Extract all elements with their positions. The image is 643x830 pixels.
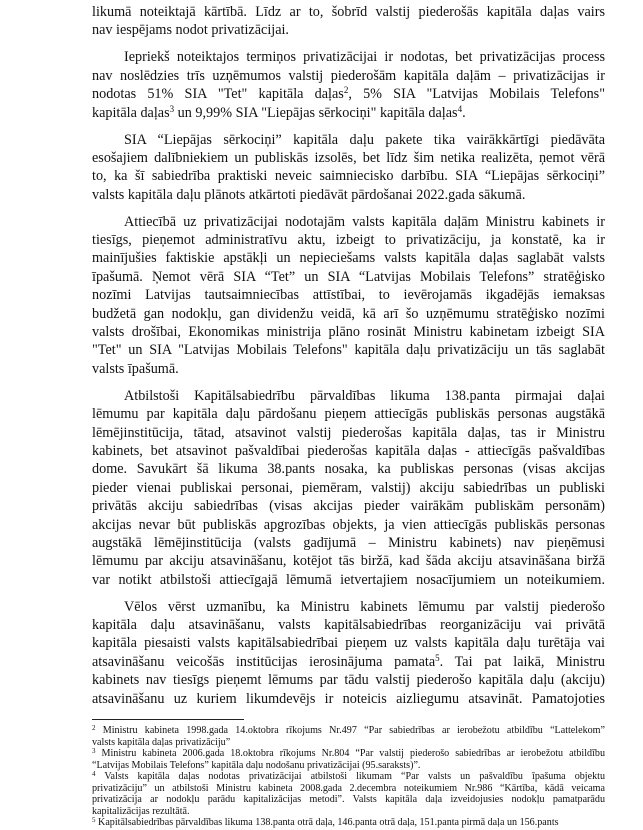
footnote-reference: 3 [169, 103, 175, 114]
text-run: , 5% SIA "Latvijas Mobilais Telefons" [348, 86, 605, 103]
footnote-line [92, 725, 605, 737]
text-line [92, 213, 605, 231]
text-run: . [462, 104, 466, 121]
text-run: kapitāla daļas [92, 104, 170, 121]
text-line [92, 67, 605, 85]
footnote-reference: 5 [92, 816, 96, 824]
text-line [92, 690, 605, 708]
footnote-line [92, 783, 605, 795]
text-run: dome. Savukārt šā likuma 38.pants nosaka, ka publiskas personas (visas akcijas [92, 461, 605, 478]
text-line [92, 323, 605, 341]
paragraph [92, 387, 605, 589]
paragraph [92, 48, 605, 122]
text-run: nodotas 51% SIA "Tet" kapitāla daļas [92, 86, 344, 103]
text-line [92, 268, 605, 286]
text-line [92, 616, 605, 634]
footnote-line [92, 737, 605, 749]
footnote-line [92, 817, 605, 829]
footnote [92, 725, 605, 748]
text-run: Vēlos vērst uzmanību, ka Ministru kabinets lēmumu par valstij piederošo [124, 598, 605, 615]
text-line [92, 149, 605, 167]
paragraph [92, 3, 605, 40]
text-line [92, 360, 605, 378]
text-run: SIA “Liepājas sērkociņi” kapitāla daļu pakete tika vairākkārtīgi piedāvāta [124, 131, 605, 148]
footnote [92, 748, 605, 771]
text-run: var notikt atbilstoši attiecīgajā lēmumā ietvertajiem nosacījumiem un noteikumiem. [92, 571, 605, 588]
text-run: akcijas nevar būt publiskās apgrozības objekts, ja vien attiecīgās publiskās personas [92, 516, 605, 533]
footnote-reference: 4 [457, 103, 463, 114]
paragraph [92, 213, 605, 379]
text-line [92, 534, 605, 552]
text-run: to, ka šī sabiedrība praktiski neveic saimniecisko darbību. SIA “Liepājas sērkociņi” [92, 168, 605, 185]
text-line [92, 653, 605, 671]
text-run: valsts kapitāla daļu plānots atkārtoti piedāvāt pārdošanai 2022.gada sākumā. [92, 186, 526, 203]
text-line [92, 341, 605, 359]
text-run: kabinets nav tiesīgs pieņemt lēmums par tādu valstij piederošo kapitāla daļu (akciju) [92, 672, 605, 689]
text-run: augstākā lēmējinstitūcija (valsts gadījumā – Ministru kabinets) nav pieņēmusi [92, 534, 605, 551]
text-line [92, 424, 605, 442]
text-line [92, 131, 605, 149]
footnote-line [92, 771, 605, 783]
text-run: atsavināšanu uz kuriem likumdevējs ir noteicis aizliegumu atsavināt. Pamatojoties [92, 690, 605, 707]
text-run: likumā noteiktajā kārtībā. Līdz ar to, šobrīd valstij piederošās kapitāla daļas vairs [92, 4, 605, 20]
text-run: pieder vienai publiskai personai, piemēram, valstij) akciju sabiedrības un publiski [92, 479, 605, 496]
text-line [92, 460, 605, 478]
text-line [92, 21, 605, 39]
text-line [92, 3, 605, 21]
paragraph [92, 598, 605, 708]
text-run: budžetā gan nodokļu, gan dividenžu veidā, kā arī šo uzņēmumu stratēģisko nozīmi [92, 305, 605, 322]
text-run: mainījušies faktiskie apstākļi un nepieciešams valsts kapitāla daļas saglabāt valsts [92, 250, 605, 267]
text-line [92, 167, 605, 185]
footnote [92, 817, 605, 829]
text-line [92, 479, 605, 497]
text-run: Atbilstoši Kapitālsabiedrību pārvaldības likuma 138.panta pirmajai daļai [124, 387, 605, 404]
text-line [92, 598, 605, 616]
footnote-reference: 3 [92, 747, 96, 755]
footnote-line [92, 760, 605, 772]
text-line [92, 497, 605, 515]
text-run: kapitāla daļu atsavināšanu, valsts kapitālsabiedrības reorganizāciju vai privātā [92, 617, 605, 634]
text-run: . Tai pat laikā, Ministru [439, 653, 605, 670]
footnote-divider [92, 719, 244, 720]
text-line [92, 85, 605, 103]
text-run: Iepriekš noteiktajos termiņos privatizācijai ir nodotas, bet privatizācijas process [124, 49, 605, 66]
footnote-reference: 2 [343, 85, 349, 96]
text-run: "Tet" un SIA "Latvijas Mobilais Telefons" kapitāla daļu privatizāciju un tās saglabāt [92, 342, 605, 359]
text-run: valsts kapitāla daļas privatizāciju” [92, 736, 231, 748]
footnote-reference: 5 [435, 652, 440, 663]
text-run: Valsts kapitāla daļas nodotas privatizācijai atbilstoši likumam “Par valsts un pašvaldību īpašuma objektu [95, 771, 605, 782]
footnote-reference: 2 [92, 724, 96, 732]
footnote-line [92, 794, 605, 806]
text-line [92, 104, 605, 122]
document-body [92, 3, 605, 708]
footnote-line [92, 806, 605, 818]
text-run: nozīmi Latvijas tautsaimniecības attīstībai, to ievērojamās ikgadējās iemaksas [92, 287, 605, 304]
text-line [92, 442, 605, 460]
text-line [92, 634, 605, 652]
paragraph [92, 131, 605, 205]
text-line [92, 552, 605, 570]
text-run: lēmējinstitūcija, tātad, atsavinot valstij piederošas kapitāla daļas, tas ir Ministru [92, 424, 605, 441]
text-line [92, 186, 605, 204]
text-run: lēmumu par kapitāla daļu pārdošanu pieņem attiecīgās publiskās personas augstākā [92, 406, 605, 423]
text-run: īpašumā. Ņemot vērā SIA “Tet” un SIA “Latvijas Mobilais Telefons” stratēģisko [92, 268, 605, 285]
text-line [92, 286, 605, 304]
text-line [92, 516, 605, 534]
text-run: privatizācija ar nodokļu parādu kapitalizācijas metodi”. Valsts kapitāla daļa izveidojusies nodokļu pamatparādu [92, 794, 605, 805]
text-run: tiesīgs, pieņemot administratīvu aktu, izbeigt to privatizāciju, ja konstatē, ka ir [92, 232, 605, 249]
text-line [92, 305, 605, 323]
text-run: valsts īpašumā. [92, 360, 179, 377]
text-run: “Latvijas Mobilais Telefons” kapitāla daļu nodošanu privatizācijai (95.saraksts)”. [92, 759, 421, 771]
text-run: kapitāla piesaisti valsts kapitālsabiedrībai pieņem uz valsts kapitāla daļu turētāja vai [92, 635, 605, 652]
text-run: nav noslēdzies trīs uzņēmumos valstij piederošām kapitāla daļām – privatizācijas ir [92, 67, 605, 84]
footnote-line [92, 748, 605, 760]
text-run: atsavināšanu veicošās institūcijas ierosinājuma pamata [92, 653, 436, 670]
text-run: kapitalizācijas rezultātā. [92, 805, 190, 817]
text-run: esošajiem dalībniekiem un publiskās izsolēs, bet līdz šim netika realizēta, ņemot vērā [92, 149, 605, 166]
text-line [92, 571, 605, 589]
text-run: nav iespējams nodot privatizācijai. [92, 22, 289, 39]
footnote [92, 771, 605, 817]
text-run: Kapitālsabiedrības pārvaldības likuma 138.panta otrā daļa, 146.panta otrā daļa, 151.panta pirmā daļa un 156.pants [95, 817, 559, 828]
text-line [92, 48, 605, 66]
footnote-reference: 4 [92, 770, 96, 778]
text-run: privātās akciju sabiedrības (visas akcijas pieder vairākām publiskām personām) [92, 498, 605, 515]
text-run: privatizāciju” un atbilstoši Ministru kabineta 2008.gada 2.decembra noteikumiem Nr.986 “Kārtība, kādā veicama [92, 782, 605, 794]
text-run: lēmumu par akciju atsavināšanu, kotējot tās biržā, kad šāda akciju atsavināšana biržā [92, 553, 605, 570]
text-run: Attiecībā uz privatizācijai nodotajām valsts kapitāla daļām Ministru kabinets ir [124, 213, 605, 230]
text-run: valsts drošībai, Ekonomikas ministrija plāno rosināt Ministru kabinetam izbeigt SIA [92, 324, 605, 341]
text-line [92, 671, 605, 689]
footnotes [92, 725, 605, 829]
text-line [92, 231, 605, 249]
text-line [92, 249, 605, 267]
text-run: un 9,99% SIA "Liepājas sērkociņi" kapitāla daļas [174, 104, 458, 121]
text-run: Ministru kabineta 1998.gada 14.oktobra rīkojums Nr.497 “Par sabiedrības ar ierobežotu atbildību “Lattelekom” [95, 725, 605, 736]
text-run: Ministru kabineta 2006.gada 18.oktobra rīkojums Nr.804 “Par valstij piederošo sabiedrības ar ierobežotu atbildību [95, 748, 605, 759]
text-line [92, 387, 605, 405]
text-line [92, 405, 605, 423]
text-run: kabinets, bet atsavinot pašvaldībai piederošas kapitāla daļas - attiecīgās pašvaldības [92, 442, 605, 459]
